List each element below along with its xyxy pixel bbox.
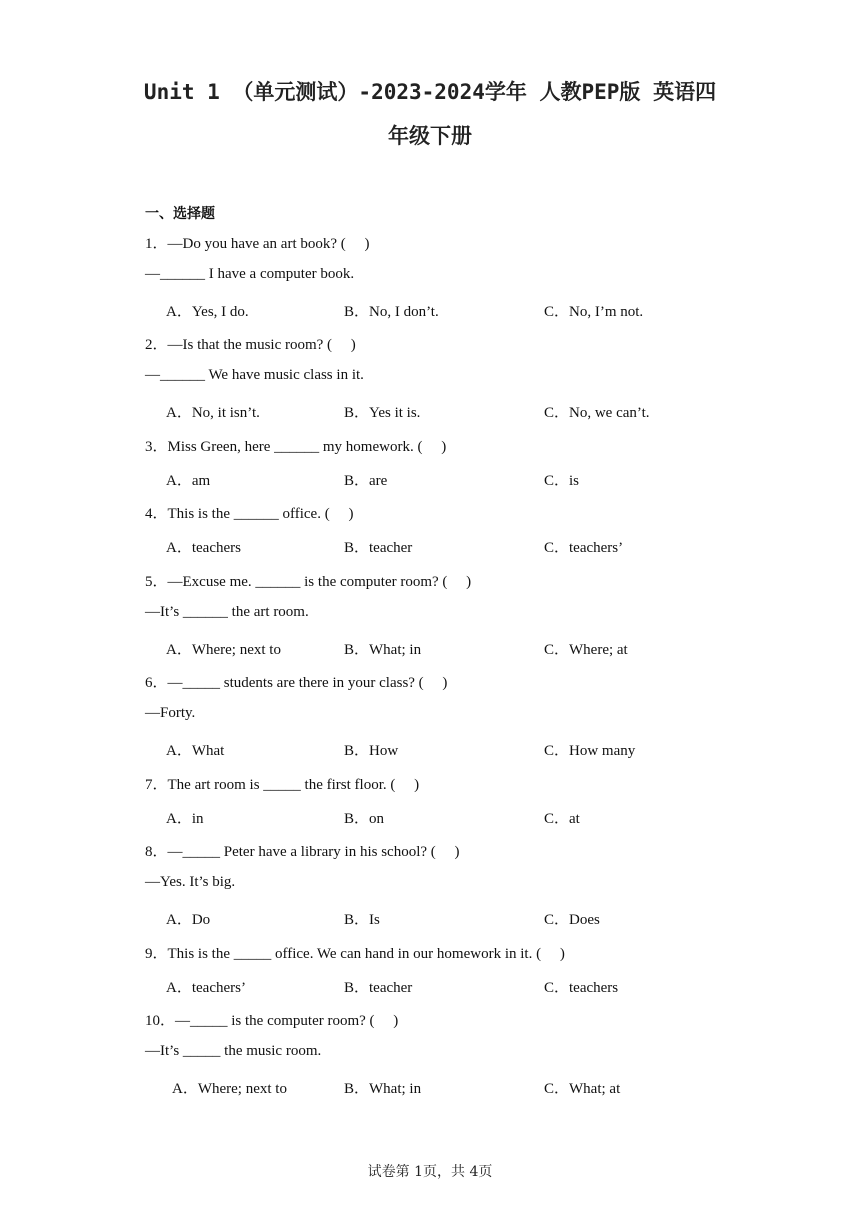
question-1-option-b[interactable]: B．No, I don’t.	[344, 304, 439, 320]
question-2-option-c[interactable]: C．No, we can’t.	[544, 405, 650, 421]
question-3-option-a[interactable]: A．am	[166, 473, 211, 489]
question-9-stem: 9．This is the _____ office. We can hand in our homework in it. ( )	[145, 946, 565, 962]
question-6-option-b[interactable]: B．How	[344, 743, 399, 759]
question-7-stem: 7．The art room is _____ the first floor. ( )	[145, 777, 420, 793]
question-10-option-c[interactable]: C．What; at	[544, 1081, 621, 1097]
question-4-stem: 4．This is the ______ office. ( )	[145, 506, 354, 522]
question-7-option-a[interactable]: A．in	[166, 811, 204, 827]
question-2-stem: 2．—Is that the music room? ( )	[145, 337, 356, 353]
question-6-option-a[interactable]: A．What	[166, 743, 225, 759]
question-8-stem: 8．—_____ Peter have a library in his school? ( )	[145, 844, 460, 860]
question-5-line2: —It’s ______ the art room.	[145, 604, 309, 620]
section-title: 一、选择题	[145, 206, 215, 222]
question-4-option-c[interactable]: C．teachers’	[544, 540, 624, 556]
question-2-option-b[interactable]: B．Yes it is.	[344, 405, 421, 421]
question-6-line2: —Forty.	[145, 705, 196, 721]
question-6-option-c[interactable]: C．How many	[544, 743, 636, 759]
question-3-option-b[interactable]: B．are	[344, 473, 388, 489]
question-9-option-a[interactable]: A．teachers’	[166, 980, 246, 996]
question-1-line2: —______ I have a computer book.	[145, 266, 355, 282]
page-footer: 试卷第 1页，共 4页	[367, 1164, 493, 1180]
question-6-stem: 6．—_____ students are there in your class? ( )	[145, 675, 448, 691]
question-9-option-c[interactable]: C．teachers	[544, 980, 619, 996]
question-5-option-a[interactable]: A．Where; next to	[166, 642, 281, 658]
question-10-option-a[interactable]: A．Where; next to	[172, 1081, 287, 1097]
question-10-line2: —It’s _____ the music room.	[145, 1043, 322, 1059]
question-5-stem: 5．—Excuse me. ______ is the computer room? ( )	[145, 574, 472, 590]
question-8-line2: —Yes. It’s big.	[145, 874, 236, 890]
question-5-option-b[interactable]: B．What; in	[344, 642, 422, 658]
question-7-option-b[interactable]: B．on	[344, 811, 385, 827]
question-1-option-a[interactable]: A．Yes, I do.	[166, 304, 249, 320]
question-2-line2: —______ We have music class in it.	[145, 367, 364, 383]
question-3-option-c[interactable]: C．is	[544, 473, 580, 489]
question-3-stem: 3．Miss Green, here ______ my homework. ( )	[145, 439, 447, 455]
question-10-stem: 10．—_____ is the computer room? ( )	[145, 1013, 399, 1029]
question-7-option-c[interactable]: C．at	[544, 811, 580, 827]
question-4-option-a[interactable]: A．teachers	[166, 540, 241, 556]
question-2-option-a[interactable]: A．No, it isn’t.	[166, 405, 260, 421]
question-8-option-a[interactable]: A．Do	[166, 912, 211, 928]
question-1-option-c[interactable]: C．No, I’m not.	[544, 304, 644, 320]
question-4-option-b[interactable]: B．teacher	[344, 540, 413, 556]
question-10-option-b[interactable]: B．What; in	[344, 1081, 422, 1097]
page-title-line2: 年级下册	[388, 124, 472, 148]
question-9-option-b[interactable]: B．teacher	[344, 980, 413, 996]
question-1-stem: 1．—Do you have an art book? ( )	[145, 236, 370, 252]
question-5-option-c[interactable]: C．Where; at	[544, 642, 628, 658]
question-8-option-c[interactable]: C．Does	[544, 912, 600, 928]
question-8-option-b[interactable]: B．Is	[344, 912, 380, 928]
page-title-line1: Unit 1 （单元测试）-2023-2024学年 人教PEP版 英语四	[143, 80, 717, 104]
